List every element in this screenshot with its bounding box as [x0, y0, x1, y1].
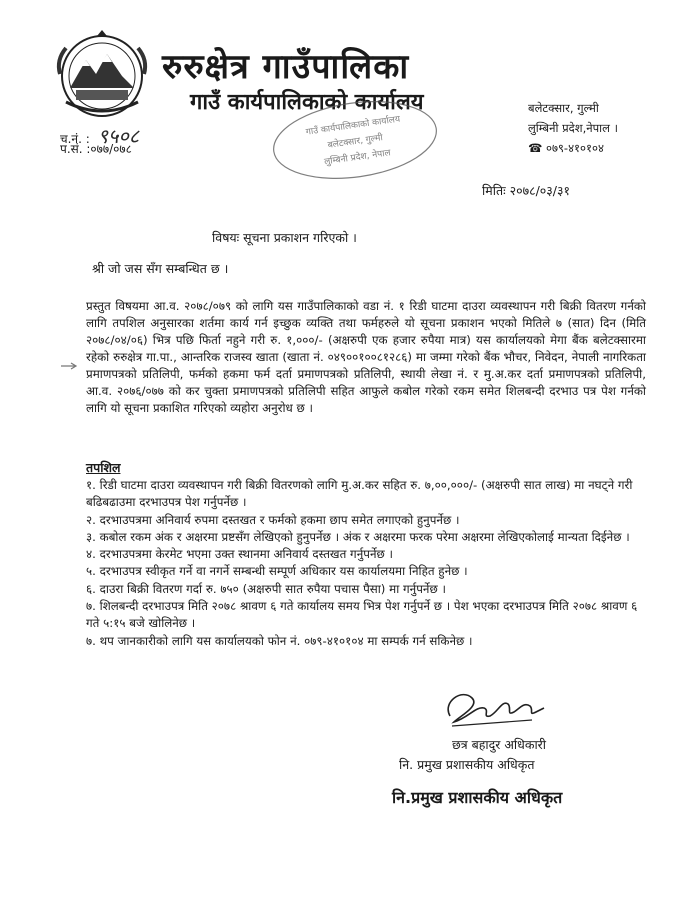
office-stamp-line3: लुम्बिनी प्रदेश, नेपाल — [323, 148, 392, 168]
salutation: श्री जो जस सँग सम्बन्धित छ । — [92, 261, 229, 276]
conditions-list — [86, 477, 651, 650]
signer-title: नि. प्रमुख प्रशासकीय अधिकृत — [399, 757, 535, 772]
municipality-title: रुरुक्षेत्र गाउँपालिका — [162, 47, 410, 87]
office-phone: ☎ ०७९-४१०१०४ — [528, 141, 604, 155]
office-stamp-line1: गाउँ कार्यपालिकाको कार्यालय — [305, 114, 401, 138]
list-item: ७. थप जानकारीको लागि यस कार्यालयको फोन नं. ०७९-४१०१०४ मा सम्पर्क गर्न सकिनेछ । — [86, 633, 473, 648]
handwritten-signature — [432, 682, 552, 730]
body-paragraph: प्रस्तुत विषयमा आ.व. २०७८/०७९ को लागि यस गाउँपालिकाको वडा नं. १ रिडी घाटमा दाउरा व्यवस्थापन गरी बिक्री वितरण गर्नको लागि तपशिल अनुसारका शर्तमा कार्य गर्न इच्छुक व्यक्ति तथा फर्महरुले यो सूचना प्रकाशन भएको मितिले ७ (सात) दिन (मिति २०७८/०४/०६) भित्र पछि फिर्ता नहुने गरी रु. १,०००/- (अक्षरुपी एक हजार रुपैया मात्र) यस कार्यालयको मेगा बैंक बलेटक्सारमा रहेको रुरुक्षेत्र गा.पा., आन्तरिक राजस्व खाता (खाता नं. ०४९००१००८१२८६) मा जम्मा गरेको बैंक भौचर, निवेदन, नेपाली नागरिकता प्रमाणपत्रको प्रतिलिपी, फर्मको हकमा फर्म दर्ता प्रमाणपत्रको प्रतिलिपी, स्थायी लेखा नं. र मु.अ.कर दर्ता प्रमाणपत्रको प्रतिलिपी, आ.व. २०७६/०७७ को कर चुक्ता प्रमाणपत्रको प्रतिलिपी सहित आफुले कबोल गरेको रकम समेत शिलबन्दी दरभाउ पत्र पेश गर्नको लागि यो सूचना प्रकाशित गरिएको व्यहोरा अनुरोध छ । — [86, 299, 646, 415]
letter-date: मितिः २०७८/०३/३१ — [482, 183, 570, 198]
letter-subject: विषयः सूचना प्रकाशन गरिएको । — [212, 230, 357, 245]
list-item: ४. दरभाउपत्रमा केरमेट भएमा उक्त स्थानमा अनिवार्य दस्तखत गर्नुपर्नेछ । — [86, 547, 393, 562]
details-heading: तपशिल — [86, 460, 121, 475]
list-item: ७. शिलबन्दी दरभाउपत्र मिति २०७८ श्रावण ६ गते कार्यालय समय भित्र पेश गर्नुपर्ने छ । पेश भएका दरभाउपत्र मिति २०७८ श्रावण ६ गते ५:१५ बजे खोलिनेछ । — [86, 599, 638, 631]
list-item: १. रिडी घाटमा दाउरा व्यवस्थापन गरी बिक्री वितरणको लागि मु.अ.कर सहित रु. ७,००,०००/- (अक्षरुपी सात लाख) मा नघट्ने गरी बढिबढाउमा दरभाउपत्र पेश गर्नुपर्नेछ । — [86, 478, 633, 510]
office-stamp-line2: बलेटक्सार, गुल्मी — [327, 133, 384, 151]
list-item: ६. दाउरा बिक्री वितरण गर्दा रु. ७५० (अक्षरुपी सात रुपैया पचास पैसा) मा गर्नुपर्नेछ । — [86, 581, 446, 596]
dispatch-number-value: ९५०८ — [97, 124, 140, 148]
signer-name: छत्र बहादुर अधिकारी — [452, 737, 547, 752]
letter-reference: प.सं. :०७७/०७८ — [60, 142, 132, 156]
margin-mark — [60, 362, 78, 370]
list-item: ३. कबोल रकम अंक र अक्षरमा प्रष्टसँग लेखिएको हुनुपर्नेछ । अंक र अक्षरमा फरक परेमा अक्षरमा लेखिएकोलाई मान्यता दिईनेछ । — [86, 529, 630, 544]
office-subtitle: गाउँ कार्यपालिकाको कार्यालय — [190, 90, 424, 115]
list-item: ५. दरभाउपत्र स्वीकृत गर्ने वा नगर्ने सम्बन्धी सम्पूर्ण अधिकार यस कार्यालयमा निहित हुनेछ । — [86, 564, 468, 579]
address-line-2: लुम्बिनी प्रदेश,नेपाल । — [528, 121, 618, 135]
address-line-1: बलेटक्सार, गुल्मी — [528, 101, 599, 115]
dispatch-number-label: च.नं. : — [60, 132, 90, 146]
office-stamp — [270, 100, 440, 180]
government-emblem-logo — [52, 30, 152, 122]
designation-stamp: नि.प्रमुख प्रशासकीय अधिकृत — [392, 788, 563, 807]
list-item: २. दरभाउपत्रमा अनिवार्य रुपमा दस्तखत र फर्मको हकमा छाप समेत लगाएको हुनुपर्नेछ । — [86, 512, 460, 527]
